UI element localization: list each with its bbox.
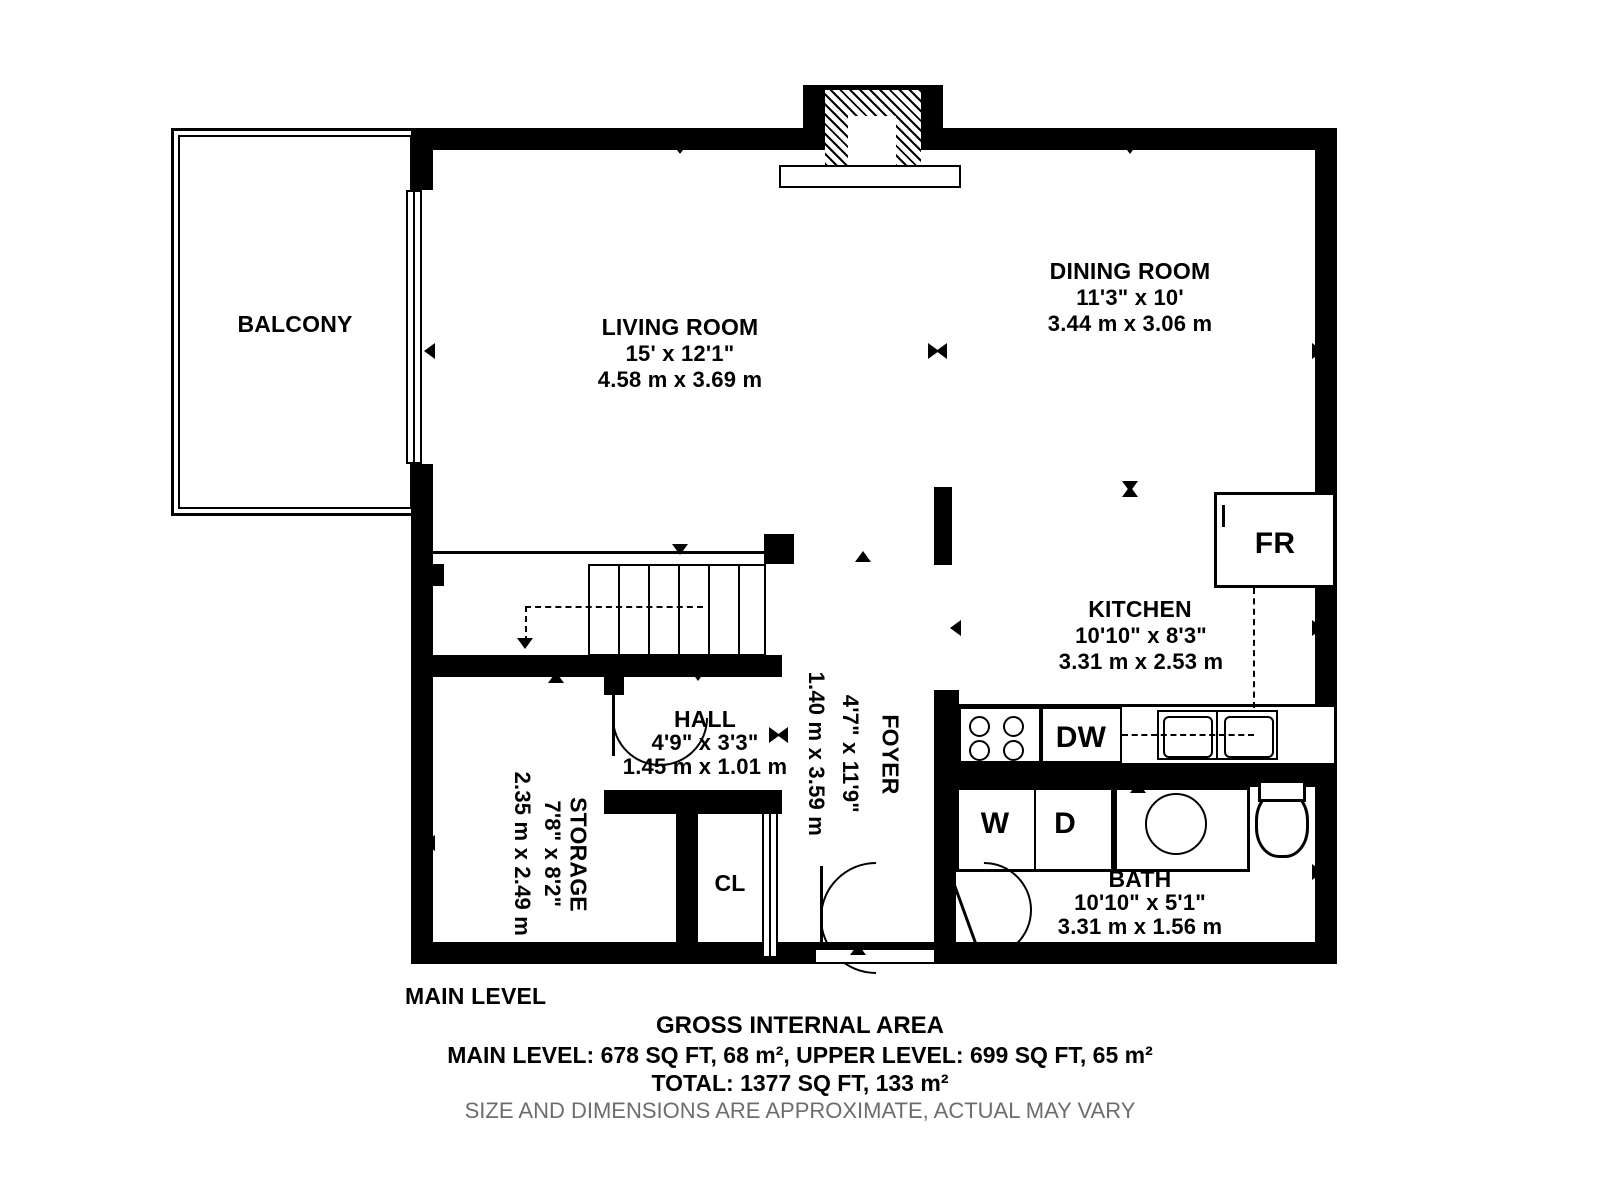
room-dims-hall-m: 1.45 m x 1.01 m: [622, 754, 788, 779]
stair-riser-4: [708, 564, 710, 656]
room-dims-dining-room-m: 3.44 m x 3.06 m: [1047, 311, 1213, 336]
appliance-label-dishwasher: DW: [1055, 721, 1107, 754]
stair-direction-arrow: [517, 638, 533, 649]
kitchen-partition-nib: [934, 487, 952, 565]
room-dims-bath-m: 3.31 m x 1.56 m: [1057, 914, 1223, 939]
kitchen-guide-horizontal: [1122, 734, 1254, 736]
window-marker-balcony: [424, 343, 435, 359]
room-dims-storage-ft: 7'8" x 8'2": [539, 800, 565, 908]
opening-marker-entry-bottom: [850, 944, 866, 955]
closet-top-right-wall: [762, 790, 782, 814]
level-label: MAIN LEVEL: [405, 983, 547, 1009]
window-marker-dining-top: [1122, 143, 1138, 154]
stair-direction-drop: [525, 606, 527, 642]
room-dims-living-room-m: 4.58 m x 3.69 m: [597, 367, 763, 392]
window-marker-living-top: [672, 143, 688, 154]
room-dims-dining-room-ft: 11'3" x 10': [1076, 285, 1184, 310]
sink-basin-left: [1163, 716, 1213, 758]
window-marker-dining-right: [1312, 343, 1323, 359]
room-label-bath: BATH: [1108, 866, 1172, 892]
footer-areas: MAIN LEVEL: 678 SQ FT, 68 m², UPPER LEVEL: 699 SQ FT, 65 m²: [447, 1042, 1153, 1068]
room-label-living-room: LIVING ROOM: [601, 314, 759, 340]
opening-marker-living-dining-b: [936, 343, 947, 359]
footer-disclaimer: SIZE AND DIMENSIONS ARE APPROXIMATE, ACTUAL MAY VARY: [464, 1098, 1136, 1123]
opening-marker-hall-north: [548, 672, 564, 683]
exterior-wall-top-right: [941, 128, 1337, 150]
room-dims-living-room-ft: 15' x 12'1": [625, 341, 735, 366]
room-label-storage: STORAGE: [565, 797, 592, 912]
room-label-kitchen: KITCHEN: [1088, 596, 1192, 622]
kitchen-guide-vertical: [1253, 588, 1255, 708]
opening-marker-kitchen-foyer: [950, 620, 961, 636]
room-label-balcony: BALCONY: [237, 311, 353, 337]
opening-marker-laundry: [1130, 782, 1146, 793]
window-marker-bath-right: [1312, 864, 1323, 880]
stair-riser-3: [678, 564, 680, 656]
exterior-wall-top-left: [411, 128, 803, 150]
burner-icon: [969, 716, 990, 737]
appliance-label-closet: CL: [714, 870, 746, 896]
burner-icon: [969, 740, 990, 761]
exterior-wall-left-upper: [411, 128, 433, 190]
room-dims-bath-ft: 10'10" x 5'1": [1074, 890, 1206, 915]
exterior-wall-left-jog: [430, 564, 444, 586]
stair-riser-5: [738, 564, 740, 656]
tub-basin-icon: [1145, 793, 1207, 855]
footer-total: TOTAL: 1377 SQ FT, 133 m²: [651, 1070, 949, 1096]
room-dims-storage-m: 2.35 m x 2.49 m: [509, 771, 535, 937]
hall-north-wall: [411, 655, 782, 677]
appliance-label-washer: W: [980, 807, 1010, 840]
room-dims-foyer-m: 1.40 m x 3.59 m: [803, 671, 829, 837]
opening-marker-hall-top: [690, 670, 706, 681]
appliance-label-fridge: FR: [1254, 527, 1296, 560]
opening-marker-stair-landing: [672, 544, 688, 555]
room-dims-foyer-ft: 4'7" x 11'9": [837, 694, 863, 813]
room-label-dining-room: DINING ROOM: [1049, 258, 1211, 284]
refrigerator-handle: [1222, 505, 1225, 527]
window-marker-kitchen-right: [1312, 620, 1323, 636]
stair-post: [764, 534, 794, 564]
entry-hatch-inner: [848, 116, 896, 166]
room-label-hall: HALL: [673, 706, 737, 732]
entry-door-threshold: [814, 948, 936, 964]
room-label-foyer: FOYER: [877, 714, 904, 795]
window-marker-storage-west: [424, 835, 435, 851]
room-dims-hall-ft: 4'9" x 3'3": [651, 730, 759, 755]
footer-title: GROSS INTERNAL AREA: [655, 1012, 945, 1039]
stair-direction-line: [525, 606, 703, 608]
balcony-slider-mullion: [413, 190, 415, 464]
sink-basin-right: [1224, 716, 1274, 758]
stair-riser-1: [618, 564, 620, 656]
stair-riser-2: [648, 564, 650, 656]
room-dims-kitchen-ft: 10'10" x 8'3": [1075, 623, 1207, 648]
opening-marker-foyer-north: [855, 551, 871, 562]
exterior-wall-left-lower: [411, 464, 433, 964]
opening-marker-kitchen-top-b: [1122, 486, 1138, 497]
toilet-tank: [1258, 780, 1306, 802]
entry-threshold: [779, 165, 961, 188]
room-dims-kitchen-m: 3.31 m x 2.53 m: [1058, 649, 1224, 674]
entry-bump-right-wall: [921, 85, 943, 150]
appliance-label-dryer: D: [1054, 807, 1076, 840]
landing-edge-line: [433, 551, 781, 554]
